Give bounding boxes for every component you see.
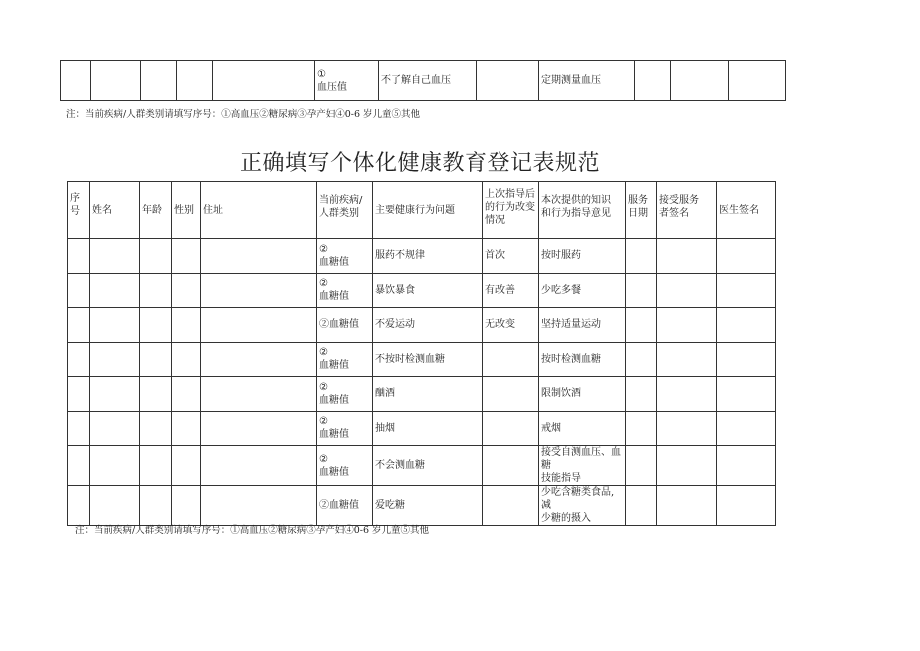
cell-doctor [717,308,776,343]
table-header-row [68,182,776,239]
cell-date [626,342,657,377]
cell-guidance: 限制饮酒 [539,377,626,412]
cell-seq [68,273,90,308]
header-doctor: 医生签名 [717,182,776,239]
cell-disease: ②血糖值 [317,486,373,526]
top-row-guidance: 定期测量血压 [539,61,635,101]
cell-receiver [657,486,717,526]
cell-date [626,273,657,308]
cell-age [140,342,172,377]
top-table-fragment [60,60,786,101]
cell-change [483,411,539,446]
top-row-disease: ① 血压值 [315,61,379,101]
cell-sex [172,446,201,486]
cell-date [626,486,657,526]
cell-problem: 酗酒 [373,377,483,412]
header-seq: 序 号 [68,182,90,239]
cell-problem: 服药不规律 [373,239,483,274]
cell-sex [172,308,201,343]
cell-name [90,342,140,377]
cell-disease: ② 血糖值 [317,342,373,377]
cell-receiver [657,273,717,308]
cell-sex [172,377,201,412]
header-last-change: 上次指导后 的行为改变 情况 [483,182,539,239]
cell-problem: 不爱运动 [373,308,483,343]
cell-seq [68,377,90,412]
cell-receiver [657,342,717,377]
cell-doctor [717,239,776,274]
cell-name [90,446,140,486]
cell-date [626,446,657,486]
header-receiver: 接受服务 者签名 [657,182,717,239]
cell-seq [68,486,90,526]
cell-guidance: 按时检测血糖 [539,342,626,377]
cell-disease: ② 血糖值 [317,239,373,274]
top-row-change [477,61,539,101]
cell-date [626,308,657,343]
table-row [68,342,776,377]
cell-guidance: 少吃含糖类食品,减 少糖的摄入 [539,486,626,526]
cell-age [140,308,172,343]
cell-address [201,239,317,274]
cell-guidance: 戒烟 [539,411,626,446]
cell-date [626,239,657,274]
cell-address [201,342,317,377]
cell-sex [172,486,201,526]
header-age: 年龄 [140,182,172,239]
cell-guidance: 少吃多餐 [539,273,626,308]
cell-seq [68,446,90,486]
cell-guidance: 按时服药 [539,239,626,274]
cell-seq [68,411,90,446]
cell-doctor [717,486,776,526]
cell-name [90,486,140,526]
top-table-row [61,61,786,101]
cell-change: 首次 [483,239,539,274]
cell-problem: 爱吃糖 [373,486,483,526]
page-title: 正确填写个体化健康教育登记表规范 [239,151,600,176]
cell-address [201,377,317,412]
cell-doctor [717,446,776,486]
cell-guidance: 坚持适量运动 [539,308,626,343]
cell-guidance: 接受自测血压、血糖 技能指导 [539,446,626,486]
cell-name [90,308,140,343]
header-problem: 主要健康行为问题 [373,182,483,239]
cell-sex [172,239,201,274]
cell-age [140,446,172,486]
table-row [68,377,776,412]
cell-age [140,486,172,526]
cell-change [483,486,539,526]
header-name: 姓名 [90,182,140,239]
cell-age [140,239,172,274]
cell-doctor [717,273,776,308]
header-sex: 性别 [172,182,201,239]
note-top: 注：当前疾病/人群类别请填写序号：①高血压②糖尿病③孕产妇④0-6 岁儿童⑤其他 [66,109,421,120]
cell-receiver [657,446,717,486]
cell-problem: 不会测血糖 [373,446,483,486]
cell-sex [172,273,201,308]
cell-name [90,239,140,274]
cell-change: 无改变 [483,308,539,343]
cell-receiver [657,308,717,343]
header-guidance: 本次提供的知识 和行为指导意见 [539,182,626,239]
cell-seq [68,239,90,274]
cell-disease: ② 血糖值 [317,411,373,446]
cell-name [90,411,140,446]
cell-address [201,273,317,308]
table-row [68,239,776,274]
cell-disease: ②血糖值 [317,308,373,343]
table-row [68,273,776,308]
cell-doctor [717,377,776,412]
cell-address [201,446,317,486]
top-row-problem: 不了解自己血压 [379,61,477,101]
cell-doctor [717,411,776,446]
note-bottom: 注：当前疾病/人群类别请填写序号：①高血压②糖尿病③孕产妇④0-6 岁儿童⑤其他 [75,525,430,536]
cell-sex [172,342,201,377]
cell-receiver [657,239,717,274]
cell-problem: 不按时检测血糖 [373,342,483,377]
table-row [68,308,776,343]
cell-age [140,411,172,446]
cell-name [90,273,140,308]
cell-disease: ② 血糖值 [317,377,373,412]
header-date: 服务 日期 [626,182,657,239]
table-row [68,446,776,486]
cell-age [140,273,172,308]
cell-problem: 抽烟 [373,411,483,446]
cell-sex [172,411,201,446]
header-disease: 当前疾病/ 人群类别 [317,182,373,239]
cell-change: 有改善 [483,273,539,308]
cell-problem: 暴饮暴食 [373,273,483,308]
table-row [68,411,776,446]
cell-age [140,377,172,412]
cell-date [626,411,657,446]
cell-doctor [717,342,776,377]
cell-change [483,342,539,377]
table-row [68,486,776,526]
cell-disease: ② 血糖值 [317,273,373,308]
cell-seq [68,308,90,343]
cell-disease: ② 血糖值 [317,446,373,486]
cell-address [201,486,317,526]
cell-seq [68,342,90,377]
cell-date [626,377,657,412]
header-address: 住址 [201,182,317,239]
health-education-table [67,181,776,526]
cell-change [483,377,539,412]
cell-change [483,446,539,486]
cell-receiver [657,377,717,412]
cell-address [201,411,317,446]
cell-name [90,377,140,412]
cell-receiver [657,411,717,446]
cell-address [201,308,317,343]
